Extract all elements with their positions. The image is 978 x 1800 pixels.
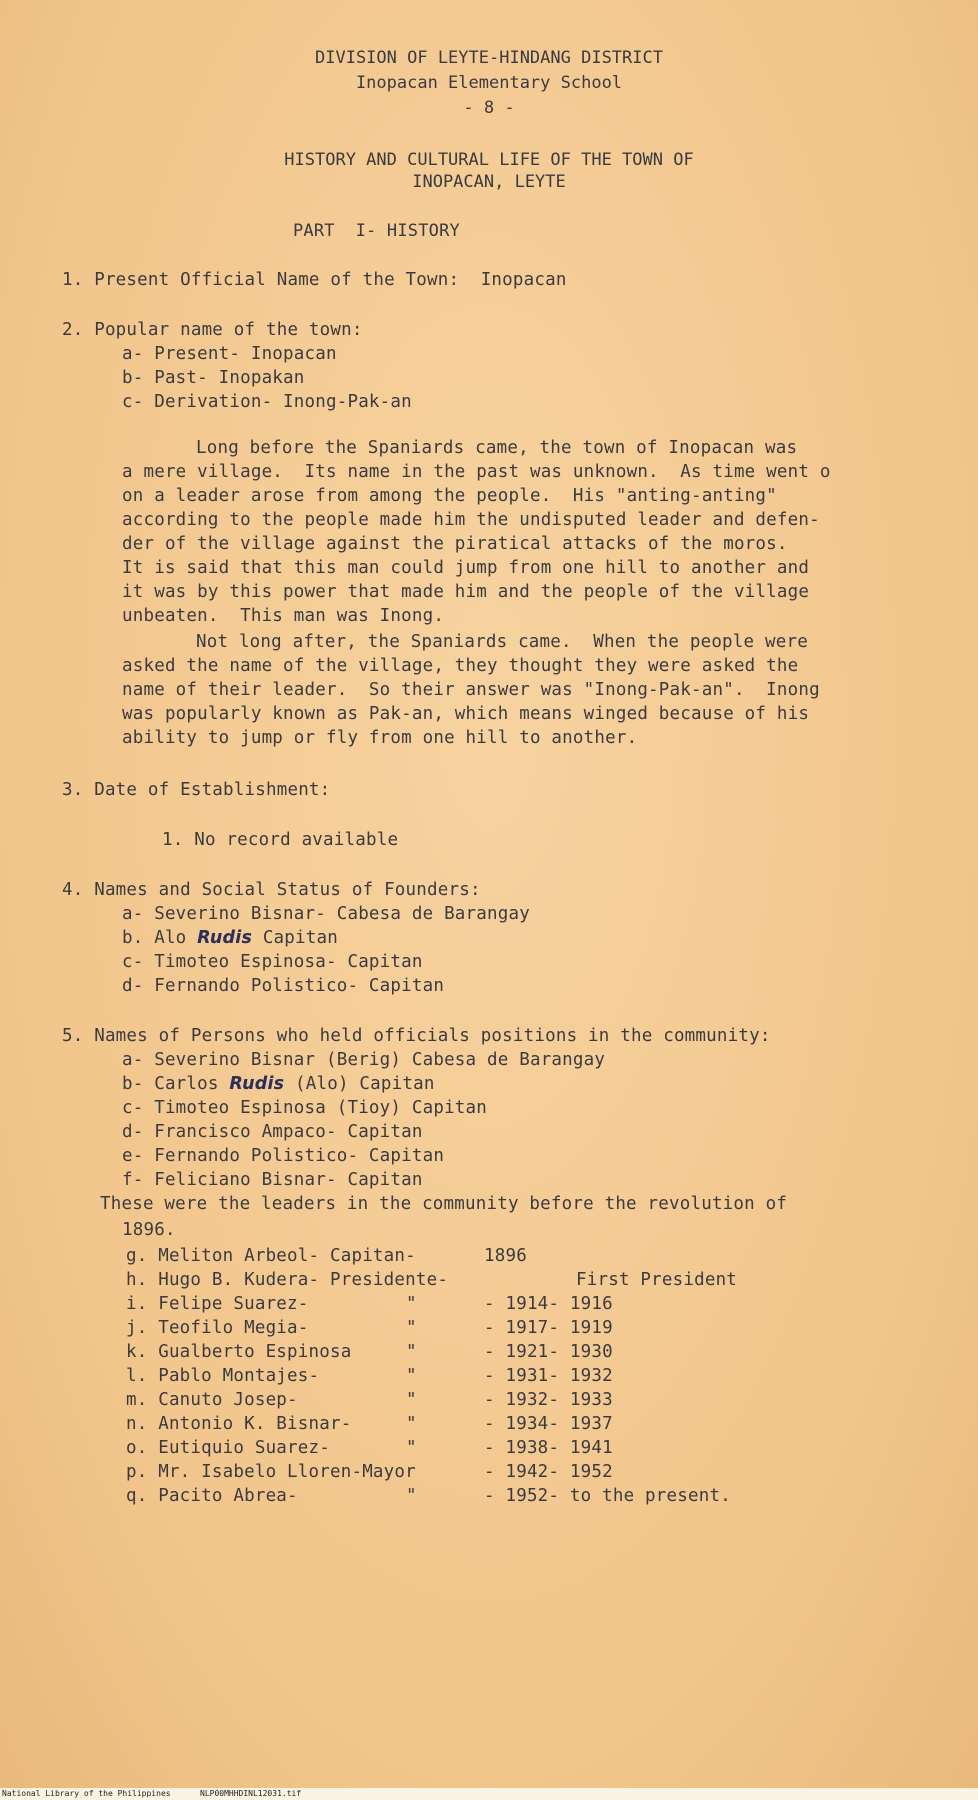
ditto-mark: " [406,1342,417,1362]
official-b-prefix: b- Carlos [122,1074,230,1094]
official-row-name: i. Felipe Suarez- [126,1294,309,1314]
paragraph-1-line: unbeaten. This man was Inong. [122,606,445,626]
ditto-mark: " [406,1414,417,1434]
paragraph-1-line: a mere village. Its name in the past was unknown. As time went o [122,462,831,482]
official-row-name: k. Gualberto Espinosa [126,1342,352,1362]
section-5-heading: 5. Names of Persons who held officials positions in the community: [62,1026,771,1046]
document-title-line2: INOPACAN, LEYTE [412,172,566,192]
ditto-mark: " [406,1438,417,1458]
official-row-years: - 1942- 1952 [484,1462,613,1482]
section-2-item-b: b- Past- Inopakan [122,368,305,388]
paragraph-2-line: ability to jump or fly from one hill to another. [122,728,638,748]
official-row-name: p. Mr. Isabelo Lloren-Mayor [126,1462,416,1482]
official-item-f: f- Feliciano Bisnar- Capitan [122,1170,423,1190]
paragraph-1-line: according to the people made him the undisputed leader and defen- [122,510,820,530]
official-item-a: a- Severino Bisnar (Berig) Cabesa de Barangay [122,1050,606,1070]
official-row-years: - 1952- to the present. [484,1486,731,1506]
paragraph-1-line: der of the village against the piratical attacks of the moros. [122,534,788,554]
official-row-name: l. Pablo Montajes- [126,1366,320,1386]
official-row-years: First President [576,1270,738,1290]
revolution-year: 1896. [122,1220,176,1240]
official-row-years: - 1932- 1933 [484,1390,613,1410]
founder-b-suffix: Capitan [252,928,338,948]
official-row-name: g. Meliton Arbeol- Capitan- [126,1246,416,1266]
official-item-d: d- Francisco Ampaco- Capitan [122,1122,423,1142]
paragraph-2-line: was popularly known as Pak-an, which means winged because of his [122,704,810,724]
official-row-years: - 1934- 1937 [484,1414,613,1434]
handwritten-correction: Rudis [197,928,253,948]
part-heading: PART I- HISTORY [293,221,460,241]
ditto-mark: " [406,1294,417,1314]
founder-item-c: c- Timoteo Espinosa- Capitan [122,952,423,972]
founder-item-a: a- Severino Bisnar- Cabesa de Barangay [122,904,530,924]
founder-item-d: d- Fernando Polistico- Capitan [122,976,445,996]
page-number: - 8 - [463,98,515,118]
handwritten-correction: Rudis [229,1074,285,1094]
paragraph-1-line: on a leader arose from among the people. His "anting-anting" [122,486,777,506]
official-row-name: q. Pacito Abrea- [126,1486,298,1506]
official-row-years: - 1938- 1941 [484,1438,613,1458]
revolution-note: These were the leaders in the community before the revolution of [100,1194,788,1214]
official-row-years: - 1921- 1930 [484,1342,613,1362]
founder-item-b [122,928,338,948]
ditto-mark: " [406,1486,417,1506]
footer-filename: NLP00MHHDINL12031.tif [200,1789,302,1798]
official-row-years: 1896 [484,1246,527,1266]
scan-footer [0,1788,978,1800]
paragraph-2-line: name of their leader. So their answer was "Inong-Pak-an". Inong [122,680,820,700]
paragraph-2-line: Not long after, the Spaniards came. When the people were [196,632,808,652]
section-2-item-c: c- Derivation- Inong-Pak-an [122,392,412,412]
official-row-name: j. Teofilo Megia- [126,1318,309,1338]
paragraph-1-line: It is said that this man could jump from one hill to another and [122,558,810,578]
paragraph-1-line: it was by this power that made him and the people of the village [122,582,810,602]
paragraph-1-line: Long before the Spaniards came, the town of Inopacan was [196,438,798,458]
section-2-heading: 2. Popular name of the town: [62,320,363,340]
section-1-official-name: 1. Present Official Name of the Town: Inopacan [62,270,567,290]
official-item-b [122,1074,435,1094]
official-row-years: - 1931- 1932 [484,1366,613,1386]
division-heading: DIVISION OF LEYTE-HINDANG DISTRICT [315,48,663,68]
official-row-years: - 1917- 1919 [484,1318,613,1338]
official-row-name: h. Hugo B. Kudera- Presidente- [126,1270,449,1290]
official-item-c: c- Timoteo Espinosa (Tioy) Capitan [122,1098,488,1118]
ditto-mark: " [406,1366,417,1386]
school-heading: Inopacan Elementary School [355,73,623,93]
official-row-name: m. Canuto Josep- [126,1390,298,1410]
official-row-years: - 1914- 1916 [484,1294,613,1314]
official-row-name: o. Eutiquio Suarez- [126,1438,330,1458]
official-item-e: e- Fernando Polistico- Capitan [122,1146,445,1166]
section-2-item-a: a- Present- Inopacan [122,344,337,364]
paragraph-2-line: asked the name of the village, they thought they were asked the [122,656,799,676]
footer-library: National Library of the Philippines [2,1789,171,1798]
document-title-line1: HISTORY AND CULTURAL LIFE OF THE TOWN OF [284,150,694,170]
ditto-mark: " [406,1390,417,1410]
official-row-name: n. Antonio K. Bisnar- [126,1414,352,1434]
ditto-mark: " [406,1318,417,1338]
section-3-heading: 3. Date of Establishment: [62,780,331,800]
founder-b-prefix: b. Alo [122,928,198,948]
official-b-suffix: (Alo) Capitan [284,1074,435,1094]
section-4-heading: 4. Names and Social Status of Founders: [62,880,481,900]
section-3-item: 1. No record available [162,830,399,850]
